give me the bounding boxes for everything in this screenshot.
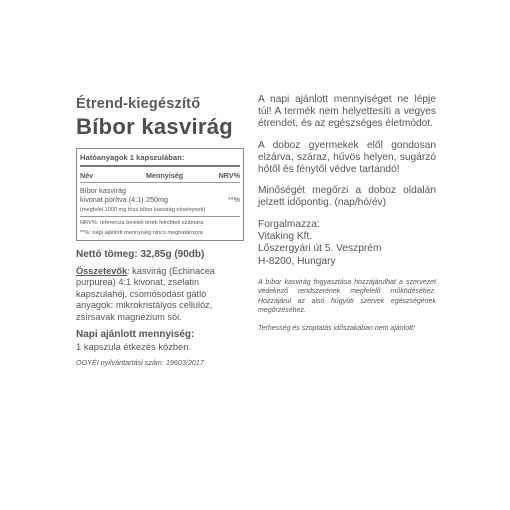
active-ingredients-table [76,148,244,241]
dose-title: Napi ajánlott mennyiség: [76,329,195,341]
table-row [80,183,240,204]
table-heading: Hatóanyagok 1 kapszulában: [80,151,240,167]
table-header-row [80,167,240,183]
row-name [80,186,146,204]
distributor-block [258,219,436,269]
row-name-line2: kivonat porítva (4:1) [80,195,144,204]
distributor-label: Forgalmazza: [258,218,320,230]
product-category: Étrend-kiegészítő [76,96,201,112]
left-column [76,96,246,367]
row-equivalence: (megfelel 1000 mg friss bíbor kasvirág növénynek) [80,204,240,217]
storage-paragraph: A doboz gyermekek elől gondosan elzárva, száraz, hűvös helyen, sugárzó hőtől és fénytől védve tartandó! [258,139,436,176]
distributor-name: Vitaking Kft. [258,231,313,243]
distributor-address: Lőszergyári út 5. Veszprém [258,243,382,255]
row-nrv [198,186,240,204]
col-quantity: Mennyiség [146,171,184,180]
warning-paragraph: A napi ajánlott mennyiséget ne lépje túl! A termék nem helyettesíti a vegyes étrendet, és az egészséges életmódot. [258,94,436,130]
col-name: Név [80,171,94,180]
row-name-line1: Bíbor kasvirág [80,186,126,195]
pregnancy-warning: Terhesség és szoptatás időszakában nem ajánlott! [258,325,415,333]
product-title: Bíbor kasvirág [76,114,234,139]
ingredients-label: Összetevők [76,266,128,276]
footnote-nrv: NRV%: referencia beviteli érték felnőttek számára [80,220,204,226]
registration-number: OGYÉI nyilvántartási szám: 19603/2017 [76,358,204,368]
ingredients-text: : kasvirág (Echinacea purpurea) 4:1 kivonat, zselatin kapszulahéj, csomósodást gátló anyagok: mikrokristályos cellulóz, zsírsavak magnézium sói. [76,266,215,322]
right-column [258,94,436,342]
health-claim: A bíbor kasvirág fogyasztása hozzájárulhat a szervezet védekező rendszerének megfelelő működéséhez. Hozzájárul az alsó húgyúti szervek egészségének megőrzéséhez. [258,279,436,314]
row-quantity [146,186,198,204]
row-quantity-value: 250mg [146,195,168,204]
dose-text: 1 kapszula étkezés közben. [76,341,192,353]
ingredients [76,266,246,323]
distributor-postcode: H-8200, Hungary [258,255,336,267]
best-before-paragraph: Minőségét megőrzi a doboz oldalán jelzett időpontig. (nap/hó/év) [258,185,436,209]
row-nrv-value: **% [228,195,240,204]
net-weight: Nettó tömeg: 32,85g (90db) [76,249,205,260]
col-nrv: NRV% [218,171,240,180]
footnote-stars: **%: napi ajánlott mennyiség nincs meghatározva [80,230,203,236]
